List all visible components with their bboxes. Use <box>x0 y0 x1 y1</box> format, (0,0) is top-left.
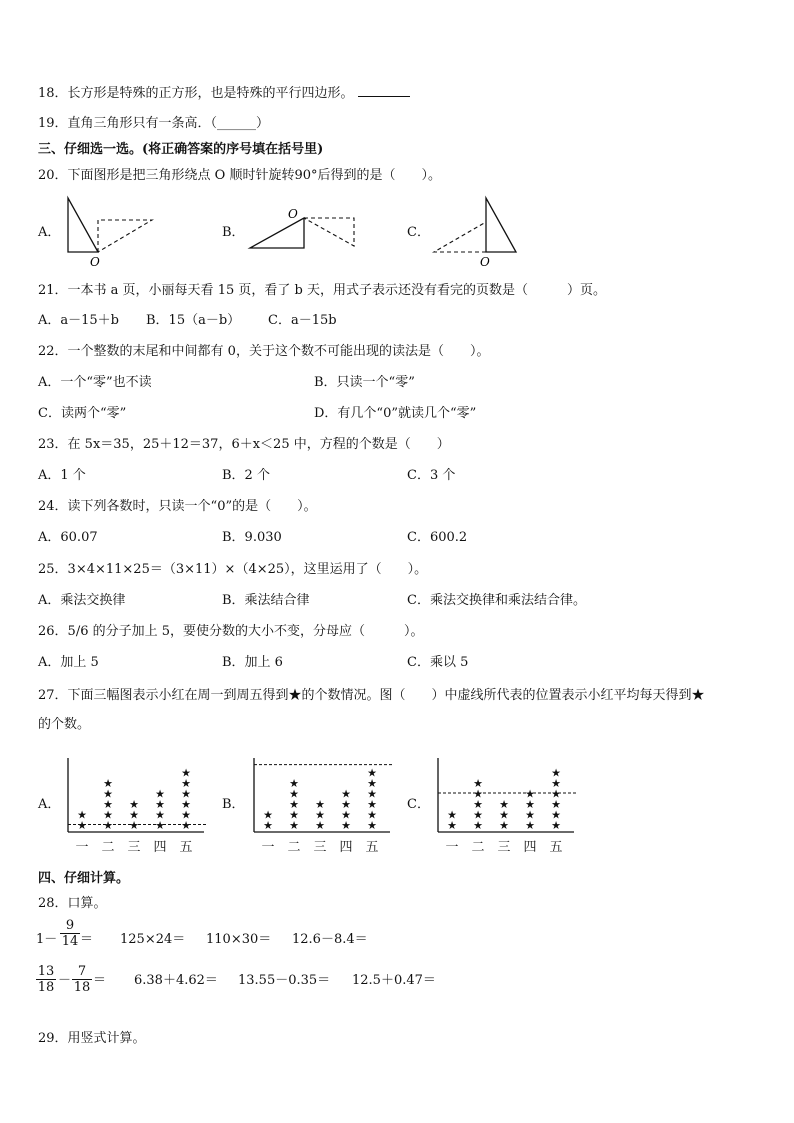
star-mark: ★ <box>289 819 299 832</box>
star-mark: ★ <box>263 819 273 832</box>
q27-chart-a-stars <box>77 767 191 833</box>
q23-option-c[interactable]: C．3 个 <box>407 468 456 483</box>
q28-r1-item-2: 110×30＝ <box>206 932 272 947</box>
star-mark: ★ <box>155 798 165 811</box>
q28-r2-minus: － <box>58 973 72 988</box>
star-mark: ★ <box>551 787 561 801</box>
star-mark: ★ <box>367 766 377 780</box>
q22-option-d[interactable]: D．有几个“0”就读几个“零” <box>314 406 477 421</box>
q22-option-a[interactable]: A．一个“零”也不读 <box>38 375 152 390</box>
star-mark: ★ <box>181 766 191 780</box>
star-mark: ★ <box>77 819 87 832</box>
star-mark: ★ <box>263 808 273 822</box>
star-mark: ★ <box>289 798 299 811</box>
q28-r1-fraction <box>60 918 80 949</box>
q25-option-a[interactable]: A．乘法交换律 <box>38 593 126 608</box>
q28-text: 28．口算。 <box>38 896 107 911</box>
q28-r1-item-3: 12.6－8.4＝ <box>292 932 368 947</box>
q29-text: 29．用竖式计算。 <box>38 1031 146 1046</box>
star-mark: ★ <box>525 787 535 801</box>
q28-r1-frac-num: 9 <box>65 918 75 933</box>
q28-r1-frac-den: 14 <box>61 934 79 949</box>
q20-a-point-o: O <box>90 255 100 268</box>
star-mark: ★ <box>289 787 299 801</box>
q27-chart-b-stars <box>263 767 377 833</box>
star-mark: ★ <box>103 777 113 790</box>
day-label: 二 <box>101 840 115 855</box>
star-mark: ★ <box>289 808 299 822</box>
star-mark: ★ <box>367 787 377 801</box>
q21-option-c[interactable]: C．a－15b <box>268 313 337 328</box>
q20-b-point-o: O <box>288 207 298 221</box>
q27-chart-a-days <box>75 840 192 855</box>
q20-figure-c <box>430 194 525 270</box>
day-label: 一 <box>445 840 459 855</box>
section-4-title: 四、仔细计算。 <box>38 871 130 886</box>
day-label: 三 <box>313 840 327 855</box>
q22-option-c[interactable]: C．读两个“零” <box>38 406 127 421</box>
q28-r2-equals: ＝ <box>93 973 107 988</box>
q27-chart-b <box>246 752 406 862</box>
star-mark: ★ <box>315 798 325 811</box>
star-mark: ★ <box>525 819 535 832</box>
star-mark: ★ <box>367 819 377 832</box>
q28-r2-frac1-num: 13 <box>37 964 55 979</box>
star-mark: ★ <box>551 819 561 832</box>
star-mark: ★ <box>473 819 483 832</box>
q26-option-a[interactable]: A．加上 5 <box>38 655 99 670</box>
q18-label: 18．长方形是特殊的正方形，也是特殊的平行四边形。 <box>38 86 354 101</box>
star-mark: ★ <box>473 808 483 822</box>
star-mark: ★ <box>341 787 351 801</box>
q21-option-a[interactable]: A．a－15＋b <box>38 313 120 328</box>
star-mark: ★ <box>367 777 377 790</box>
star-mark: ★ <box>155 808 165 822</box>
star-mark: ★ <box>447 808 457 822</box>
star-mark: ★ <box>129 808 139 822</box>
star-mark: ★ <box>499 808 509 822</box>
q22-text: 22．一个整数的末尾和中间都有 0，关于这个数不可能出现的读法是（ ）。 <box>38 344 490 359</box>
q27-text-line1: 27．下面三幅图表示小红在周一到周五得到★的个数情况。图（ ）中虚线所代表的位置表示小红平均每天得到★ <box>38 688 705 703</box>
q20-option-a[interactable]: A． <box>38 225 61 240</box>
q27-chart-c-stars <box>447 767 561 833</box>
star-mark: ★ <box>341 798 351 811</box>
star-mark: ★ <box>473 798 483 811</box>
star-mark: ★ <box>499 819 509 832</box>
q28-r2-item-2: 13.55－0.35＝ <box>238 973 331 988</box>
star-mark: ★ <box>103 798 113 811</box>
day-label: 二 <box>287 840 301 855</box>
q28-r2-fraction-2 <box>72 964 92 995</box>
q20-figure-b <box>246 206 361 256</box>
day-label: 二 <box>471 840 485 855</box>
q18-answer-blank[interactable] <box>358 84 410 97</box>
q28-r1-item-1: 125×24＝ <box>120 932 186 947</box>
q28-r1-suffix: ＝ <box>80 932 94 947</box>
q19-text: 19．直角三角形只有一条高．（______） <box>38 116 270 131</box>
q26-option-b[interactable]: B．加上 6 <box>222 655 283 670</box>
q21-option-b[interactable]: B．15（a－b） <box>146 313 241 328</box>
q26-option-c[interactable]: C．乘以 5 <box>407 655 469 670</box>
star-mark: ★ <box>103 819 113 832</box>
star-mark: ★ <box>473 787 483 801</box>
star-mark: ★ <box>551 766 561 780</box>
section-3-title: 三、仔细选一选。(将正确答案的序号填在括号里) <box>38 142 324 157</box>
q23-option-b[interactable]: B．2 个 <box>222 468 270 483</box>
star-mark: ★ <box>315 808 325 822</box>
q28-r2-fraction-1 <box>36 964 56 995</box>
day-label: 四 <box>339 840 353 855</box>
day-label: 三 <box>127 840 141 855</box>
q23-text: 23．在 5x＝35，25＋12＝37，6＋x＜25 中，方程的个数是（ ） <box>38 437 450 452</box>
q25-option-c[interactable]: C．乘法交换律和乘法结合律。 <box>407 593 586 608</box>
q27-option-b[interactable]: B． <box>222 797 245 812</box>
star-mark: ★ <box>525 798 535 811</box>
q28-r2-frac1-den: 18 <box>37 980 55 995</box>
q27-chart-c <box>430 752 590 862</box>
star-mark: ★ <box>315 819 325 832</box>
star-mark: ★ <box>367 808 377 822</box>
q28-r2-item-3: 12.5＋0.47＝ <box>352 973 436 988</box>
q22-option-b[interactable]: B．只读一个“零” <box>314 375 415 390</box>
q28-r2-frac2-den: 18 <box>73 980 91 995</box>
q24-option-b[interactable]: B．9.030 <box>222 530 282 545</box>
q28-r1-prefix: 1－ <box>36 932 58 947</box>
day-label: 四 <box>523 840 537 855</box>
star-mark: ★ <box>103 808 113 822</box>
star-mark: ★ <box>181 798 191 811</box>
star-mark: ★ <box>129 819 139 832</box>
q25-option-b[interactable]: B．乘法结合律 <box>222 593 310 608</box>
star-mark: ★ <box>155 787 165 801</box>
q27-option-a[interactable]: A． <box>38 797 61 812</box>
star-mark: ★ <box>499 798 509 811</box>
day-label: 一 <box>261 840 275 855</box>
q18-text <box>38 84 410 102</box>
day-label: 五 <box>179 840 193 855</box>
star-mark: ★ <box>341 808 351 822</box>
q25-text: 25．3×4×11×25＝（3×11）×（4×25），这里运用了（ ）。 <box>38 562 428 577</box>
q20-c-point-o: O <box>480 255 490 269</box>
star-mark: ★ <box>77 808 87 822</box>
star-mark: ★ <box>367 798 377 811</box>
star-mark: ★ <box>341 819 351 832</box>
q27-chart-c-days <box>445 840 562 855</box>
q26-text: 26．5/6 的分子加上 5，要使分数的大小不变，分母应（ ）。 <box>38 624 424 639</box>
q20-figure-a <box>60 192 160 268</box>
q27-text-line2: 的个数。 <box>38 717 91 732</box>
star-mark: ★ <box>551 808 561 822</box>
star-mark: ★ <box>551 777 561 790</box>
q20-text: 20．下面图形是把三角形绕点 O 顺时针旋转90°后得到的是（ ）。 <box>38 168 442 183</box>
q28-r2-item-1: 6.38＋4.62＝ <box>134 973 218 988</box>
day-label: 五 <box>549 840 563 855</box>
q21-text: 21．一本书 a 页，小丽每天看 15 页，看了 b 天，用式子表示还没有看完的页数是（ ）页。 <box>38 283 606 298</box>
day-label: 四 <box>153 840 167 855</box>
star-mark: ★ <box>551 798 561 811</box>
star-mark: ★ <box>447 819 457 832</box>
q27-chart-a <box>60 752 220 862</box>
star-mark: ★ <box>289 777 299 790</box>
star-mark: ★ <box>181 777 191 790</box>
star-mark: ★ <box>129 798 139 811</box>
star-mark: ★ <box>155 819 165 832</box>
star-mark: ★ <box>181 819 191 832</box>
q24-option-a[interactable]: A．60.07 <box>38 530 98 545</box>
q20-option-c[interactable]: C． <box>407 225 430 240</box>
q24-text: 24．读下列各数时，只读一个“0”的是（ ）。 <box>38 499 317 514</box>
q27-option-c[interactable]: C． <box>407 797 430 812</box>
day-label: 三 <box>497 840 511 855</box>
q23-option-a[interactable]: A．1 个 <box>38 468 86 483</box>
day-label: 五 <box>365 840 379 855</box>
star-mark: ★ <box>525 808 535 822</box>
star-mark: ★ <box>473 777 483 790</box>
day-label: 一 <box>75 840 89 855</box>
q27-chart-b-days <box>261 840 378 855</box>
star-mark: ★ <box>181 808 191 822</box>
q28-r2-frac2-num: 7 <box>77 964 87 979</box>
star-mark: ★ <box>103 787 113 801</box>
star-mark: ★ <box>181 787 191 801</box>
q20-option-b[interactable]: B． <box>222 225 245 240</box>
q24-option-c[interactable]: C．600.2 <box>407 530 468 545</box>
